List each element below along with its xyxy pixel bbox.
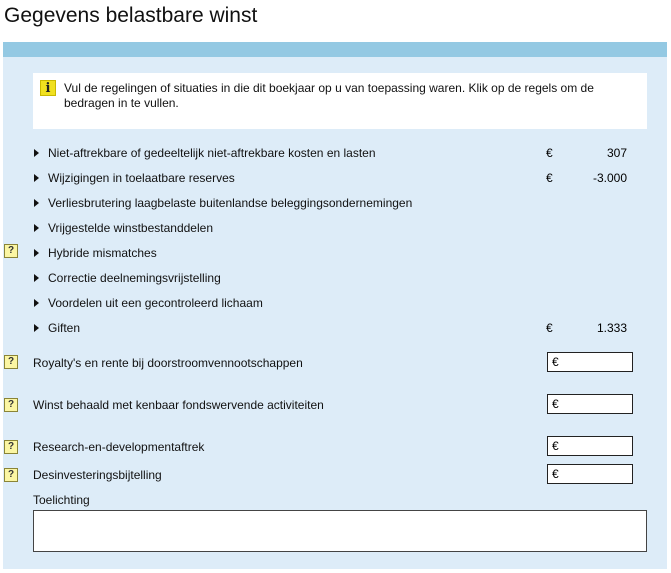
expand-arrow-icon xyxy=(34,199,39,207)
fondswervende-activiteiten-label: Winst behaald met kenbaar fondswervende activiteiten xyxy=(33,398,324,412)
help-icon[interactable]: ? xyxy=(4,468,18,482)
row-correctie-deelnemingsvrijstelling[interactable] xyxy=(0,268,671,288)
row-label: Giften xyxy=(48,321,81,335)
form-panel xyxy=(3,57,667,569)
desinvesteringsbijtelling-input[interactable]: € xyxy=(547,464,633,484)
row-giften[interactable] xyxy=(0,318,671,338)
currency-symbol: € xyxy=(546,171,553,185)
info-text: Vul de regelingen of situaties in die dit boekjaar op u van toepassing waren. Klik op de regels om de bedragen in te vullen. xyxy=(64,81,594,110)
info-icon: i xyxy=(40,80,56,96)
currency-symbol: € xyxy=(546,146,553,160)
row-label: Voordelen uit een gecontroleerd lichaam xyxy=(48,296,263,310)
royalty-rente-label: Royalty's en rente bij doorstroomvennootschappen xyxy=(33,356,303,370)
header-bar xyxy=(3,42,667,57)
row-hybride-mismatches[interactable] xyxy=(20,243,671,263)
expand-arrow-icon xyxy=(34,224,39,232)
help-icon[interactable]: ? xyxy=(4,398,18,412)
page-title: Gegevens belastbare winst xyxy=(4,4,258,27)
row-niet-aftrekbare-kosten[interactable] xyxy=(0,143,671,163)
expand-arrow-icon xyxy=(34,174,39,182)
row-vrijgestelde-winst[interactable] xyxy=(0,218,671,238)
row-label: Verliesbrutering laagbelaste buitenlandse beleggingsondernemingen xyxy=(48,196,413,210)
toelichting-textarea[interactable] xyxy=(33,510,647,552)
help-icon[interactable]: ? xyxy=(4,244,18,258)
row-amount: -3.000 xyxy=(592,171,627,185)
royalty-rente-input[interactable]: € xyxy=(547,352,633,372)
help-icon[interactable]: ? xyxy=(4,355,18,369)
row-label: Wijzigingen in toelaatbare reserves xyxy=(48,171,235,185)
fondswervende-activiteiten-input[interactable]: € xyxy=(547,394,633,414)
toelichting-label: Toelichting xyxy=(33,493,90,507)
expand-arrow-icon xyxy=(34,299,39,307)
info-box xyxy=(33,73,647,129)
expand-arrow-icon xyxy=(34,249,39,257)
row-gecontroleerd-lichaam[interactable] xyxy=(0,293,671,313)
research-development-input[interactable]: € xyxy=(547,436,633,456)
row-label: Vrijgestelde winstbestanddelen xyxy=(48,221,213,235)
help-icon[interactable]: ? xyxy=(4,440,18,454)
desinvesteringsbijtelling-label: Desinvesteringsbijtelling xyxy=(33,468,162,482)
currency-symbol: € xyxy=(546,321,553,335)
row-amount: 307 xyxy=(606,146,627,160)
row-amount: 1.333 xyxy=(596,321,627,335)
expand-arrow-icon xyxy=(34,149,39,157)
expand-arrow-icon xyxy=(34,324,39,332)
row-verliesbrutering[interactable] xyxy=(0,193,671,213)
row-label: Niet-aftrekbare of gedeeltelijk niet-aftrekbare kosten en lasten xyxy=(48,146,376,160)
research-development-label: Research-en-developmentaftrek xyxy=(33,440,205,454)
expand-arrow-icon xyxy=(34,274,39,282)
row-label: Hybride mismatches xyxy=(48,246,157,260)
row-label: Correctie deelnemingsvrijstelling xyxy=(48,271,221,285)
row-wijzigingen-reserves[interactable] xyxy=(0,168,671,188)
